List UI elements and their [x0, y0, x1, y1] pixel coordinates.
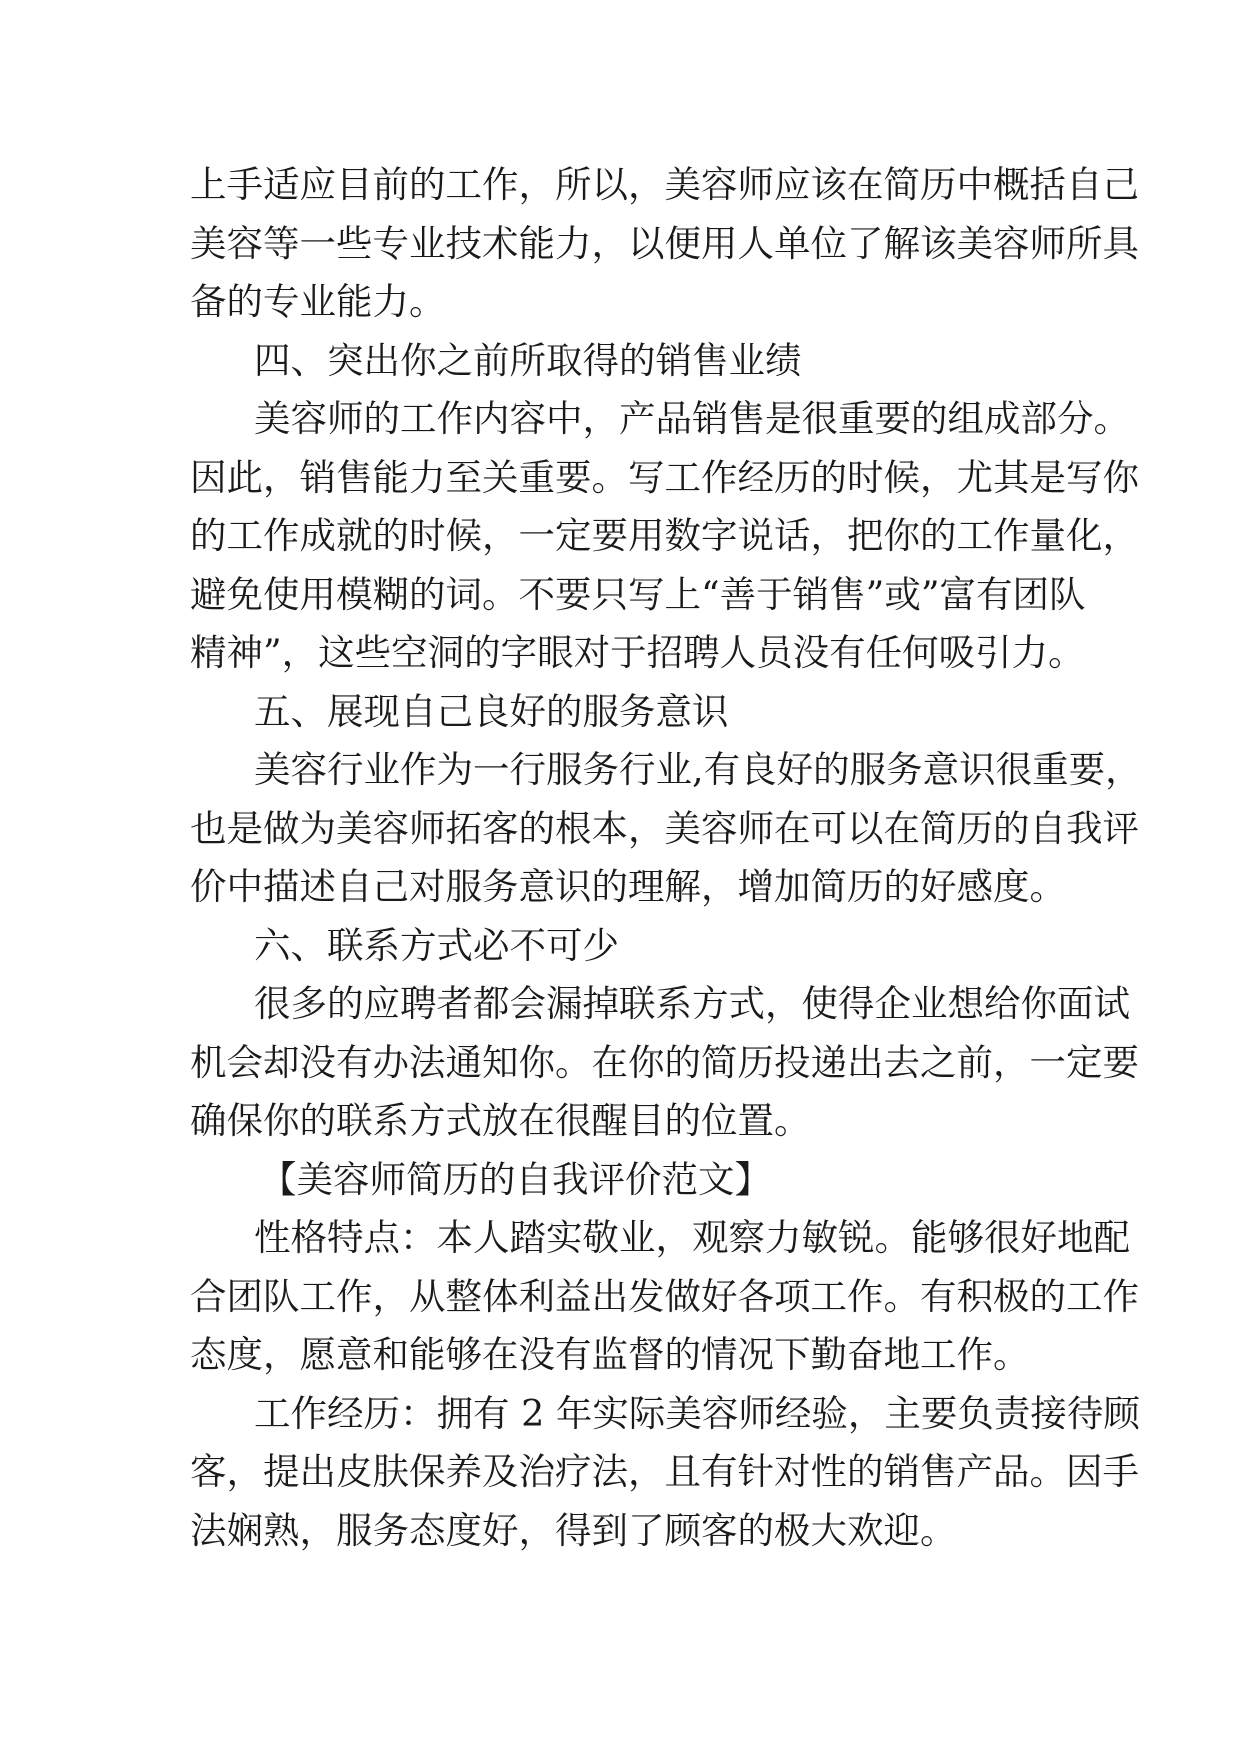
- text-line: 价中描述自己对服务意识的理解，增加简历的好感度。: [190, 865, 1066, 908]
- text-line: 客，提出皮肤保养及治疗法，且有针对性的销售产品。因手: [190, 1450, 1139, 1493]
- text-line: 法娴熟，服务态度好，得到了顾客的极大欢迎。: [190, 1508, 957, 1552]
- text-line: 精神”，这些空洞的字眼对于招聘人员没有任何吸引力。: [190, 631, 1085, 674]
- text-line: 备的专业能力。: [190, 280, 446, 323]
- text-line: 避免使用模糊的词。不要只写上“善于销售”或”富有团队: [190, 572, 1086, 616]
- document-body: [190, 156, 1142, 1560]
- text-line: 【美容师简历的自我评价范文】: [260, 1157, 771, 1201]
- text-line: 五、展现自己良好的服务意识: [254, 689, 729, 733]
- text-line: 美容行业作为一行服务行业,有良好的服务意识很重要，: [254, 748, 1142, 791]
- text-line: 很多的应聘者都会漏掉联系方式，使得企业想给你面试: [254, 982, 1130, 1025]
- text-line: 的工作成就的时候，一定要用数字说话，把你的工作量化，: [190, 514, 1139, 557]
- text-line: 四、突出你之前所取得的销售业绩: [254, 338, 802, 382]
- text-line: 态度，愿意和能够在没有监督的情况下勤奋地工作。: [190, 1333, 1030, 1376]
- text-line: 上手适应目前的工作，所以，美容师应该在简历中概括自己: [190, 163, 1139, 206]
- text-line: 美容师的工作内容中，产品销售是很重要的组成部分。: [254, 397, 1130, 440]
- text-line: 美容等一些专业技术能力，以便用人单位了解该美容师所具: [190, 221, 1139, 265]
- text-line: 六、联系方式必不可少: [254, 923, 619, 967]
- text-line: 因此，销售能力至关重要。写工作经历的时候，尤其是写你: [190, 455, 1139, 499]
- text-line: 也是做为美容师拓客的根本，美容师在可以在简历的自我评: [190, 806, 1139, 850]
- text-line: 确保你的联系方式放在很醒目的位置。: [190, 1099, 811, 1142]
- text-line: 机会却没有办法通知你。在你的简历投递出去之前，一定要: [190, 1040, 1139, 1084]
- text-line: 工作经历：拥有 2 年实际美容师经验，主要负责接待顾: [254, 1391, 1140, 1435]
- text-line: 合团队工作，从整体利益出发做好各项工作。有积极的工作: [190, 1274, 1139, 1318]
- text-line: 性格特点：本人踏实敬业，观察力敏锐。能够很好地配: [254, 1216, 1130, 1259]
